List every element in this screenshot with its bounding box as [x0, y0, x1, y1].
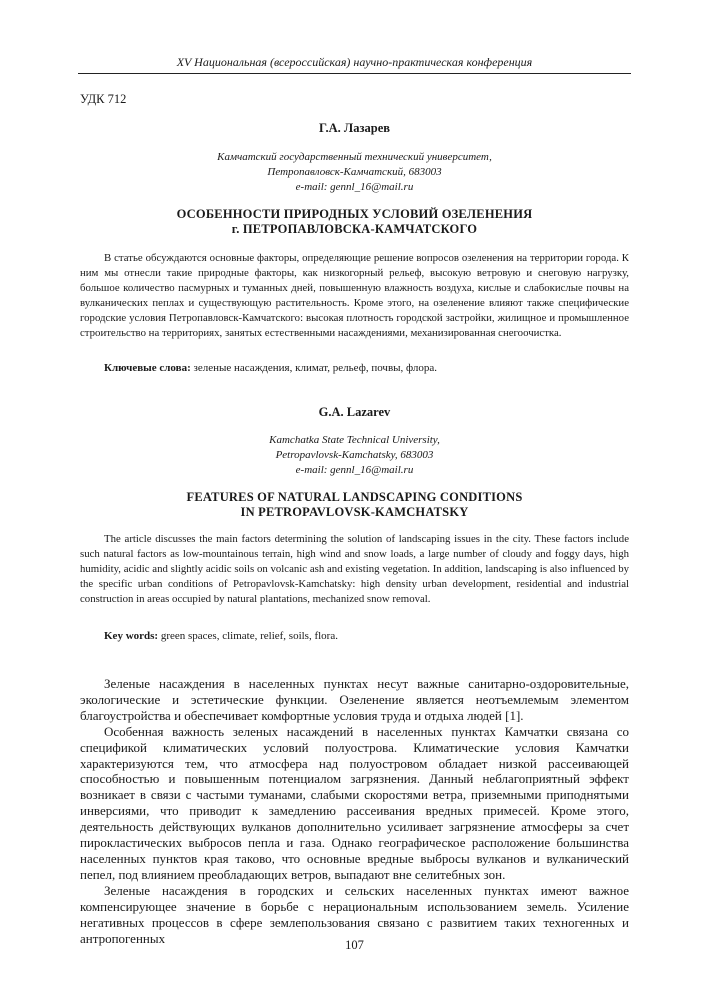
body-paragraph: Зеленые насаждения в населенных пунктах несут важные санитарно-оздоровительные, экологические и эстетические функции. Озеленение является неотъемлемым элементом благоустройства и обеспечивает комфортные условия труда и отдыха людей [1]. — [80, 676, 629, 723]
author-ru: Г.А. Лазарев — [318, 121, 391, 135]
affiliation-ru-line: Камчатский государственный технический университет, — [217, 151, 492, 163]
keywords-en-label: Key words: — [104, 630, 159, 642]
page-number: 107 — [345, 938, 364, 952]
title-ru — [60, 207, 649, 237]
running-header: XV Национальная (всероссийская) научно-практическая конференция — [78, 55, 631, 74]
body-text — [80, 676, 629, 946]
affiliation-en-email: e-mail: gennl_16@mail.ru — [295, 464, 414, 476]
affiliation-en-line: Petropavlovsk-Kamchatsky, 683003 — [275, 449, 434, 461]
keywords-ru-label: Ключевые слова: — [104, 362, 191, 374]
body-paragraph: Особенная важность зеленых насаждений в населенных пунктах Камчатки связана со спецификой климатических условий полуострова. Климатические условия Камчатки характеризуются тем, что атмосфера над полуостровом обладает низкой рассеивающей способностью и повышенным потенциалом загрязнения. Данный неблагоприятный эффект возникает в связи с частыми туманами, слабыми скоростями ветра, приземными приподнятыми инверсиями, что приводит к замедлению рассеивания вредных примесей. Кроме этого, деятельность действующих вулканов дополнительно усиливает загрязнение атмосферы за счет пирокластических выбросов пепла и газа. Однако географическое расположение большинства населенных пунктов края таково, что основные вредные выбросы вулканов и вулканический пепел, под влиянием преобладающих ветров, выпадают вне селитебных зон. — [80, 723, 629, 882]
title-ru-line: г. ПЕТРОПАВЛОВСКА-КАМЧАТСКОГО — [231, 222, 478, 236]
affiliation-ru-email: e-mail: gennl_16@mail.ru — [295, 181, 414, 193]
udk-code: УДК 712 — [80, 92, 127, 106]
affiliation-ru — [0, 150, 709, 195]
keywords-en — [104, 630, 338, 642]
abstract-ru: В статье обсуждаются основные факторы, определяющие решение вопросов озеленения на территории города. К ним мы отнесли такие природные факторы, как низкогорный рельеф, высокую ветровую и снеговую нагрузку, большое количество пасмурных и туманных дней, повышенную влажность воздуха, кислые и слабокислые почвы на вулканических пеплах и существующую растительность. Кроме этого, на озеленение влияют также специфические городские условия Петропавловск-Камчатского: высокая плотность городской застройки, жилищное и промышленное строительство на территориях, занятых естественными насаждениями, механизированная снегоочистка. — [80, 252, 629, 339]
title-ru-line: ОСОБЕННОСТИ ПРИРОДНЫХ УСЛОВИЙ ОЗЕЛЕНЕНИЯ — [176, 207, 533, 221]
keywords-en-list: green spaces, climate, relief, soils, flora. — [160, 630, 338, 642]
title-en-line: IN PETROPAVLOVSK-KAMCHATSKY — [240, 505, 469, 519]
body-paragraph: Зеленые насаждения в городских и сельских населенных пунктах имеют важное компенсирующее значение в борьбе с нерациональным использованием земель. Усиление негативных процессов в сфере землепользования связано с развитием таких техногенных и антропогенных — [80, 882, 629, 946]
title-en — [60, 490, 649, 520]
keywords-ru-list: зеленые насаждения, климат, рельеф, почвы, флора. — [193, 362, 438, 374]
title-en-line: FEATURES OF NATURAL LANDSCAPING CONDITIONS — [186, 490, 523, 504]
affiliation-ru-line: Петропавловск-Камчатский, 683003 — [267, 166, 442, 178]
author-en: G.A. Lazarev — [318, 405, 391, 419]
abstract-en: The article discusses the main factors determining the solution of landscaping issues in the city. These factors include such natural factors as low-mountainous terrain, high wind and snow loads, a large number of cloudy and foggy days, high humidity, acidic and slightly acidic soils on volcanic ash and existing vegetation. In addition, landscaping is also influenced by the specific urban conditions of Petropavlovsk-Kamchatsky: high density urban development, residential and industrial construction in areas occupied by natural plantations, mechanized snow removal. — [80, 533, 629, 605]
affiliation-en-line: Kamchatka State Technical University, — [269, 434, 440, 446]
affiliation-en — [0, 433, 709, 478]
keywords-ru — [104, 362, 437, 374]
